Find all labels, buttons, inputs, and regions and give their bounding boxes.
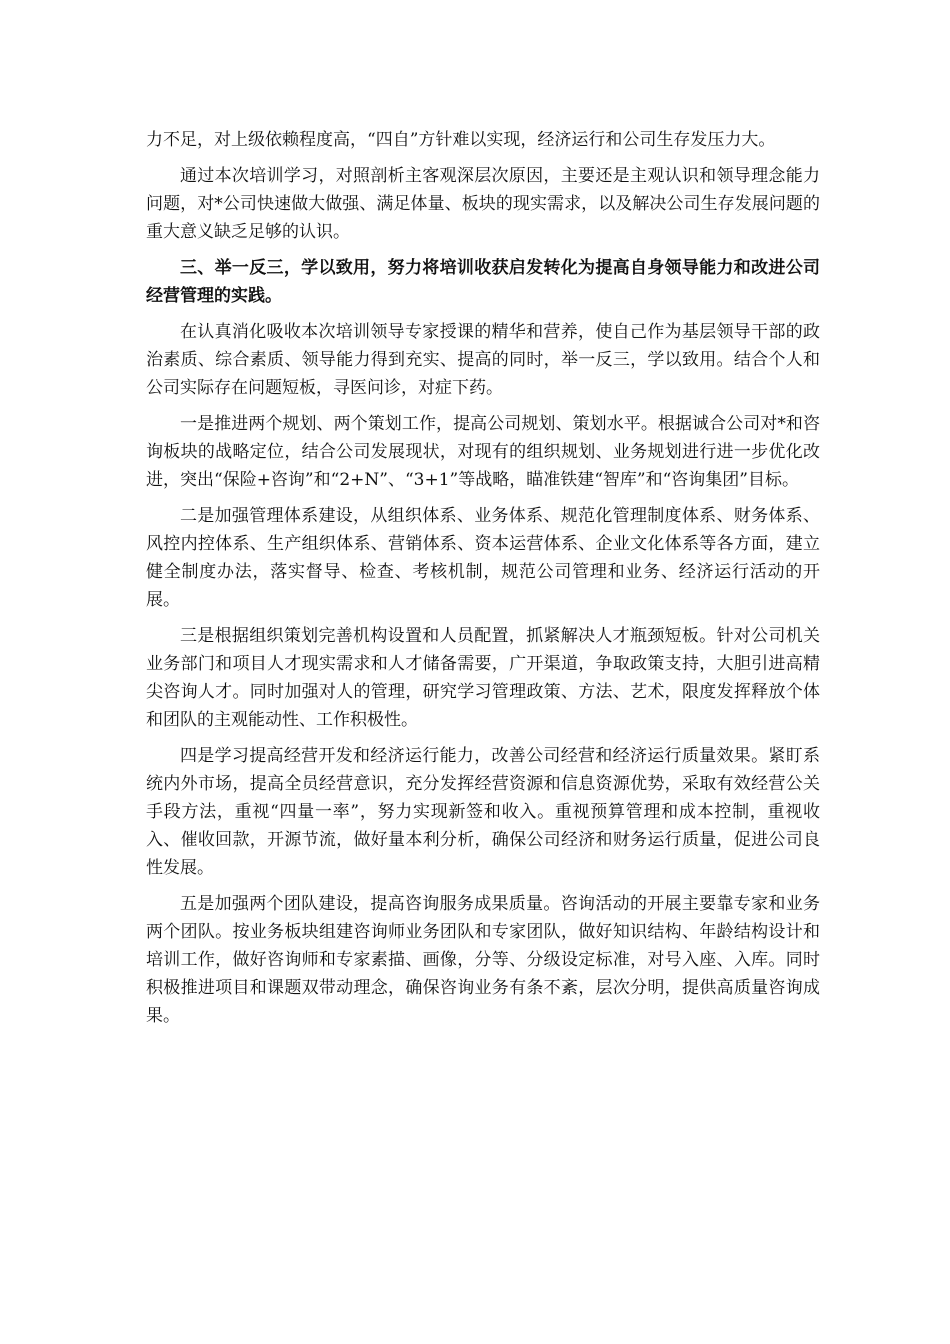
section-heading-three: 三、举一反三，学以致用，努力将培训收获启发转化为提高自身领导能力和改进公司经营管理的实践。 bbox=[146, 258, 820, 306]
paragraph-intro: 在认真消化吸收本次培训领导专家授课的精华和营养，使自己作为基层领导干部的政治素质、综合素质、领导能力得到充实、提高的同时，举一反三，学以致用。结合个人和公司实际存在问题短板，寻医问诊，对症下药。 bbox=[146, 322, 820, 398]
document-page bbox=[146, 126, 820, 1038]
paragraph-analysis: 通过本次培训学习，对照剖析主客观深层次原因，主要还是主观认识和领导理念能力问题，对*公司快速做大做强、满足体量、板块的现实需求，以及解决公司生存发展问题的重大意义缺乏足够的认识。 bbox=[146, 166, 820, 242]
paragraph-continuation: 力不足，对上级依赖程度高，“四自”方针难以实现，经济运行和公司生存发压力大。 bbox=[146, 130, 776, 150]
paragraph-point-four: 四是学习提高经营开发和经济运行能力，改善公司经营和经济运行质量效果。紧盯系统内外市场，提高全员经营意识，充分发挥经营资源和信息资源优势，采取有效经营公关手段方法，重视“四量一率”，努力实现新签和收入。重视预算管理和成本控制，重视收入、催收回款，开源节流，做好量本利分析，确保公司经济和财务运行质量，促进公司良性发展。 bbox=[146, 746, 820, 878]
paragraph-point-one: 一是推进两个规划、两个策划工作，提高公司规划、策划水平。根据诚合公司对*和咨询板块的战略定位，结合公司发展现状，对现有的组织规划、业务规划进行进一步优化改进，突出“保险+咨询”和“2+N”、“3+1”等战略，瞄准铁建“智库”和“咨询集团”目标。 bbox=[146, 414, 820, 490]
paragraph-point-two: 二是加强管理体系建设，从组织体系、业务体系、规范化管理制度体系、财务体系、风控内控体系、生产组织体系、营销体系、资本运营体系、企业文化体系等各方面，建立健全制度办法，落实督导、检查、考核机制，规范公司管理和业务、经济运行活动的开展。 bbox=[146, 506, 820, 610]
paragraph-point-five: 五是加强两个团队建设，提高咨询服务成果质量。咨询活动的开展主要靠专家和业务两个团队。按业务板块组建咨询师业务团队和专家团队，做好知识结构、年龄结构设计和培训工作，做好咨询师和专家素描、画像，分等、分级设定标准，对号入座、入库。同时积极推进项目和课题双带动理念，确保咨询业务有条不紊，层次分明，提供高质量咨询成果。 bbox=[146, 894, 820, 1026]
paragraph-point-three: 三是根据组织策划完善机构设置和人员配置，抓紧解决人才瓶颈短板。针对公司机关业务部门和项目人才现实需求和人才储备需要，广开渠道，争取政策支持，大胆引进高精尖咨询人才。同时加强对人的管理，研究学习管理政策、方法、艺术，限度发挥释放个体和团队的主观能动性、工作积极性。 bbox=[146, 626, 820, 730]
